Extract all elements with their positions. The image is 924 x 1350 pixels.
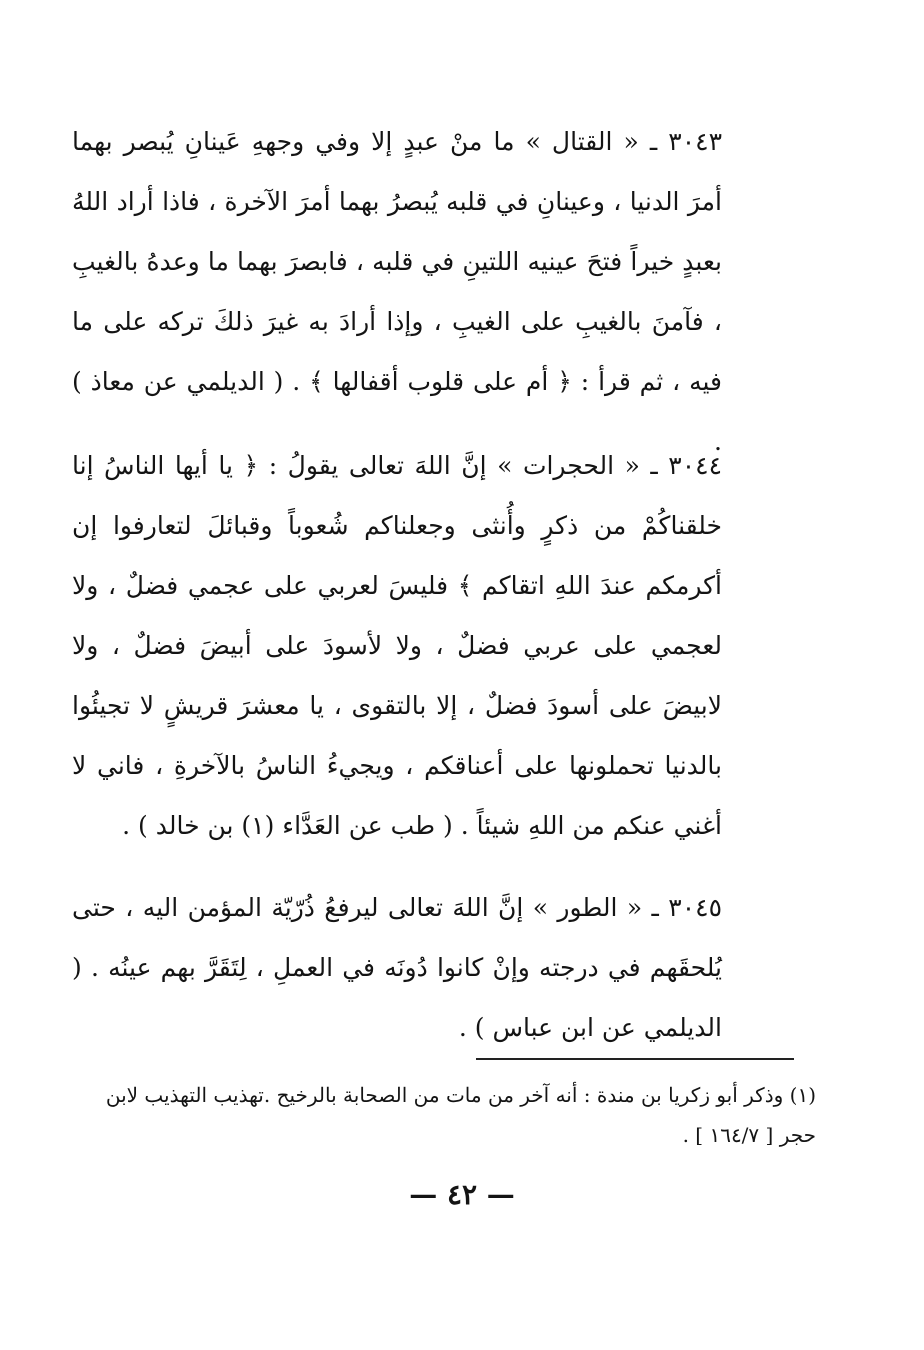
footnote-text: (١) وذكر أبو زكريا بن مندة : أنه آخر من مات من الصحابة بالرخيح .تهذيب التهذيب لابن حجر [ ١٦٤/٧ ] .	[105, 1083, 816, 1147]
hadith-entry-3045	[72, 878, 816, 1058]
hadith-entry-3043	[72, 112, 816, 472]
footnote	[76, 1075, 816, 1155]
footnote-divider	[476, 1058, 794, 1060]
page-number: — ٤٢ —	[409, 1178, 515, 1211]
hadith-entry-3044	[72, 436, 816, 856]
entry-paragraph: ٣٠٤٣ ـ « القتال » ما منْ عبدٍ إلا وفي وجههِ عَينانِ يُبصر بهما أمرَ الدنيا ، وعينانِ في قلبه يُبصرُ بهما أمرَ الآخرة ، فاذا أراد اللهُ بعبدٍ خيراً فتحَ عينيه اللتينِ في قلبه ، فابصرَ بهما ما وعدهُ بالغيبِ ، فآمنَ بالغيبِ على الغيبِ ، وإذا أرادَ به غيرَ ذلكَ تركه على ما فيه ، ثم قرأ : ﴿ أم على قلوب أقفالها ﴾ . ( الديلمي عن معاذ ) .	[72, 127, 722, 456]
entry-paragraph: ٣٠٤٥ ـ « الطور » إنَّ اللهَ تعالى ليرفعُ ذُرّيّة المؤمن اليه ، حتى يُلحقَهم في درجته وإنْ كانوا دُونَه في العملِ ، لِتَقَرَّ بهم عينُه . ( الديلمي عن ابن عباس ) .	[72, 893, 722, 1042]
entry-paragraph: ٣٠٤٤ ـ « الحجرات » إنَّ اللهَ تعالى يقولُ : ﴿ يا أيها الناسُ إنا خلقناكُمْ من ذكرٍ وأُنثى وجعلناكم شُعوباً وقبائلَ لتعارفوا إن أكرمكم عندَ اللهِ اتقاكم ﴾ فليسَ لعربي على عجمي فضلٌ ، ولا لعجمي على عربي فضلٌ ، ولا لأسودَ على أبيضَ فضلٌ ، ولا لابيضَ على أسودَ فضلٌ ، إلا بالتقوى ، يا معشرَ قريشٍ لا تجيئُوا بالدنيا تحملونها على أعناقكم ، ويجيءُ الناسُ بالآخرةِ ، فاني لا أغني عنكم من اللهِ شيئاً . ( طب عن العَدَّاء (١) بن خالد ) .	[72, 451, 722, 840]
